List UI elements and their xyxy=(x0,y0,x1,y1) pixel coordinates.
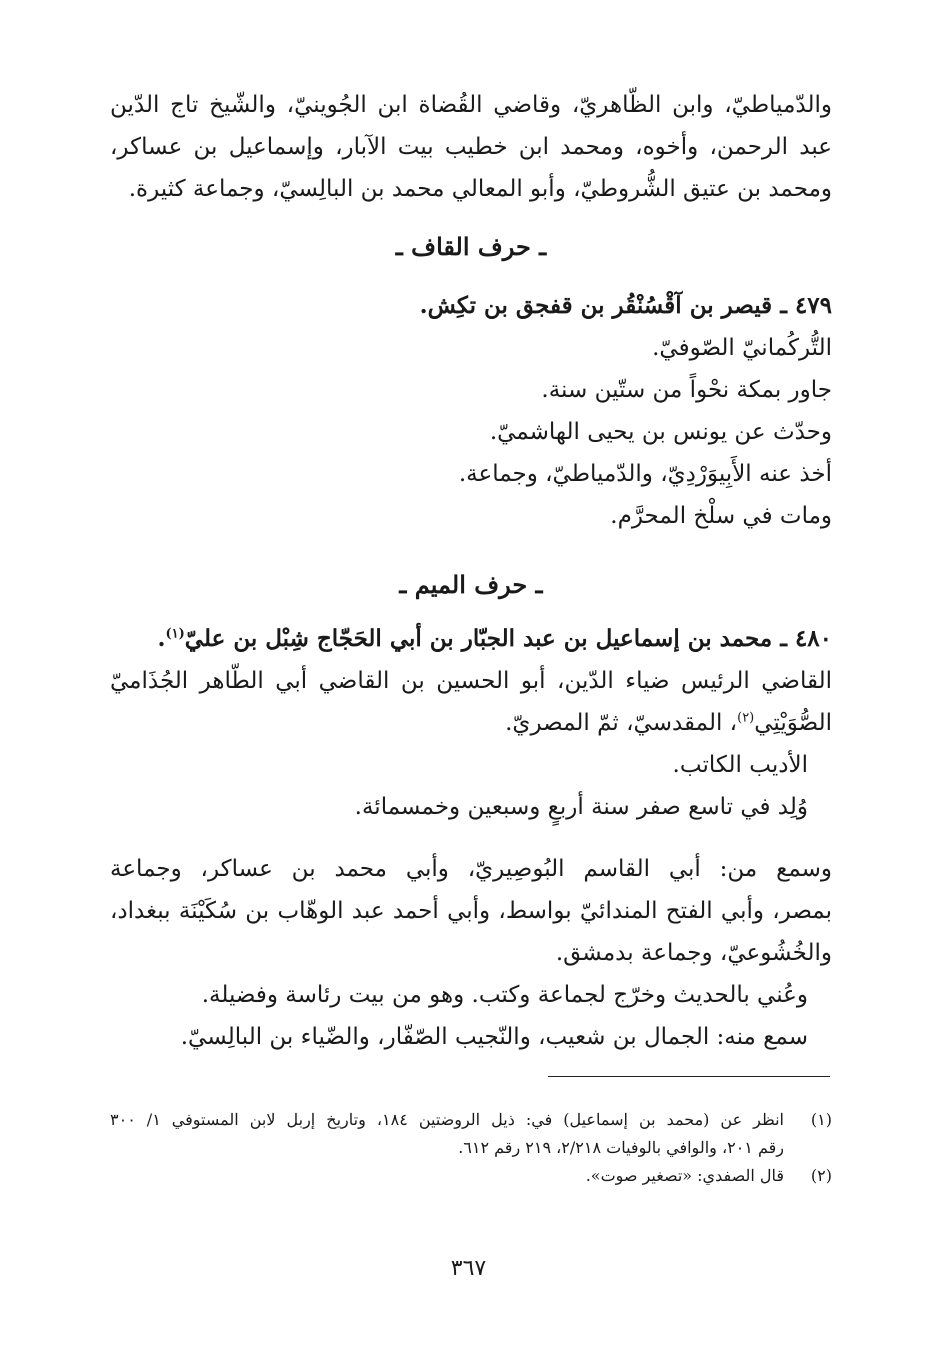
entry-line: أخذ عنه الأَبِيوَرْدِيّ، والدّمياطيّ، وجماعة. xyxy=(458,461,832,487)
entry-line: وسمع من: أبي القاسم البُوصِيريّ، وأبي محمد بن عساكر، وجماعة xyxy=(110,856,832,882)
entry-title: ٤٧٩ ـ قيصر بن آقْسُنْقُر بن قفجق بن تكِش. xyxy=(419,292,832,319)
footnote-ref: (١) xyxy=(165,626,185,642)
entry-title-end: . xyxy=(157,625,166,652)
entry-line: وعُني بالحديث وخرّج لجماعة وكتب. وهو من بيت رئاسة وفضيلة. xyxy=(201,982,808,1008)
body-continuation xyxy=(110,84,832,210)
entry-title xyxy=(110,618,832,660)
footnotes xyxy=(110,1106,832,1190)
footnote-text xyxy=(110,1162,784,1190)
footnote-1 xyxy=(110,1106,832,1162)
body-line: والدّمياطيّ، وابن الظّاهريّ، وقاضي القُضاة ابن الجُوينيّ، والشّيخ تاج الدّين xyxy=(110,92,832,118)
entry-line: جاور بمكة نحْواً من ستّين سنة. xyxy=(541,377,832,403)
entry-line: وُلِد في تاسع صفر سنة أربعٍ وسبعين وخمسمائة. xyxy=(354,794,808,820)
body-line: عبد الرحمن، وأخوه، ومحمد ابن خطيب بيت الآبار، وإسماعيل بن عساكر، xyxy=(110,134,832,160)
section-mim xyxy=(110,560,832,610)
entry-line: ومات في سلْخ المحرَّم. xyxy=(610,503,832,529)
section-qaf xyxy=(110,222,832,272)
entry-line xyxy=(110,702,832,744)
footnote-ref: (٢) xyxy=(737,710,755,726)
footnote-number: (٢) xyxy=(810,1166,832,1185)
footnote-line: قال الصفدي: «تصغير صوت». xyxy=(585,1166,784,1185)
entry-line: القاضي الرئيس ضياء الدّين، أبو الحسين بن القاضي أبي الطّاهر الجُذَاميّ xyxy=(110,668,832,694)
section-heading: ـ حرف القاف ـ xyxy=(395,232,547,261)
entry-line: وحدّث عن يونس بن يحيى الهاشميّ. xyxy=(489,419,832,445)
entry-479 xyxy=(110,285,832,537)
footnote-number: (١) xyxy=(810,1110,832,1129)
footnote-line: انظر عن (محمد بن إسماعيل) في: ذيل الروضتين ١٨٤، وتاريخ إربل لابن المستوفي ١/ ٣٠٠ xyxy=(110,1110,784,1129)
footnote-2 xyxy=(110,1162,832,1190)
footnote-divider xyxy=(548,1076,830,1077)
entry-title-text: ٤٨٠ ـ محمد بن إسماعيل بن عبد الجبّار بن أبي الحَجّاج شِبْل بن عليّ xyxy=(184,625,832,652)
section-heading: ـ حرف الميم ـ xyxy=(399,570,543,599)
entry-line: سمع منه: الجمال بن شعيب، والنّجيب الصّفّار، والضّياء بن البالِسيّ. xyxy=(180,1024,808,1050)
entry-line-text: ، المقدسيّ، ثمّ المصريّ. xyxy=(505,710,738,736)
entry-line: بمصر، وأبي الفتح المندائيّ بواسط، وأبي أحمد عبد الوهّاب بن سُكَيْنَة ببغداد، xyxy=(110,898,832,924)
entry-line: والخُشُوعيّ، وجماعة بدمشق. xyxy=(555,940,832,966)
entry-480-continued xyxy=(110,848,832,1058)
footnote-line: رقم ٢٠١، والوافي بالوفيات ٢/٢١٨، ٢١٩ رقم ٦١٢. xyxy=(458,1138,784,1157)
page-number: ٣٦٧ xyxy=(450,1256,487,1281)
entry-480 xyxy=(110,618,832,828)
body-line: ومحمد بن عتيق الشُّروطيّ، وأبو المعالي محمد بن البالِسيّ، وجماعة كثيرة. xyxy=(128,176,832,202)
footnote-text xyxy=(110,1106,784,1162)
entry-line: الأديب الكاتب. xyxy=(672,752,808,778)
entry-line: التُّركُمانيّ الصّوفيّ. xyxy=(652,335,832,361)
entry-line-text: الصُّوَيْتِي xyxy=(754,710,832,736)
